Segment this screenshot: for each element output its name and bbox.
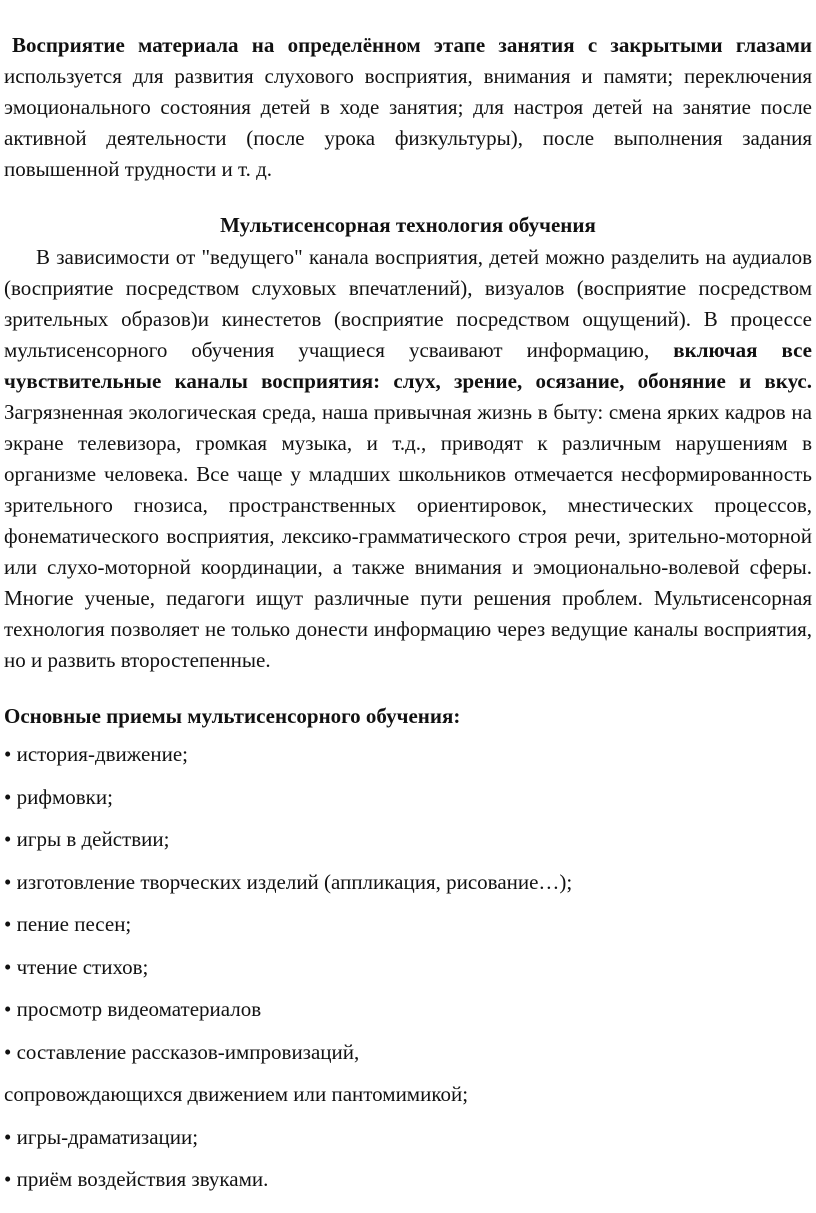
intro-paragraph bbox=[4, 30, 812, 185]
list-item: • просмотр видеоматериалов bbox=[4, 997, 262, 1021]
list-item: сопровождающихся движением или пантомимикой; bbox=[4, 1082, 469, 1106]
list-item: • чтение стихов; bbox=[4, 954, 149, 979]
intro-bold-lead: Восприятие материала на определённом этапе занятия с закрытыми глазами bbox=[12, 33, 812, 57]
techniques-list bbox=[4, 739, 812, 1207]
list-item: • изготовление творческих изделий (аппликация, рисование…); bbox=[4, 869, 573, 894]
list-item: • игры-драматизации; bbox=[4, 1124, 199, 1149]
section-text-part1: В зависимости от "ведущего" канала восприятия, детей можно разделить на аудиалов (восприятие посредством слуховых впечатлений), визуалов (восприятие посредством зрительных образов)и кинестетов (восприятие посредством ощущений). В процессе мультисенсорного обучения учащиеся усваивают информацию, bbox=[4, 245, 812, 362]
intro-text: используется для развития слухового восприятия, внимания и памяти; переключения эмоционального состояния детей в ходе занятия; для настроя детей на занятие после активной деятельности (после урока физкультуры), после выполнения задания повышенной трудности и т. д. bbox=[4, 64, 812, 181]
techniques-title: Основные приемы мультисенсорного обучения: bbox=[4, 704, 461, 728]
list-item: • история-движение; bbox=[4, 742, 188, 766]
section-paragraph bbox=[4, 242, 812, 676]
section-text-part2: Загрязненная экологическая среда, наша привычная жизнь в быту: смена ярких кадров на экране телевизора, громкая музыка, и т.д., приводят к различным нарушениям в организме человека. Все чаще у младших школьников отмечается несформированность зрительного гнозиса, пространственных ориентировок, мнестических процессов, фонематического восприятия, лексико-грамматического строя речи, зрительно-моторной или слухо-моторной координации, а также внимания и эмоционально-волевой сферы. Многие ученые, педагоги ищут различные пути решения проблем. Мультисенсорная технология позволяет не только донести информацию через ведущие каналы восприятия, но и развить второстепенные. bbox=[4, 400, 812, 672]
list-item: • пение песен; bbox=[4, 912, 132, 936]
section-text-bold: включая все чувствительные каналы восприятия: слух, зрение, осязание, обоняние и вкус. bbox=[4, 338, 812, 393]
list-item: • приём воздействия звуками. bbox=[4, 1167, 269, 1191]
list-item: • составление рассказов-импровизаций, bbox=[4, 1039, 360, 1064]
list-item: • рифмовки; bbox=[4, 784, 113, 809]
list-item: • игры в действии; bbox=[4, 827, 170, 851]
section-title: Мультисенсорная технология обучения bbox=[220, 213, 596, 237]
